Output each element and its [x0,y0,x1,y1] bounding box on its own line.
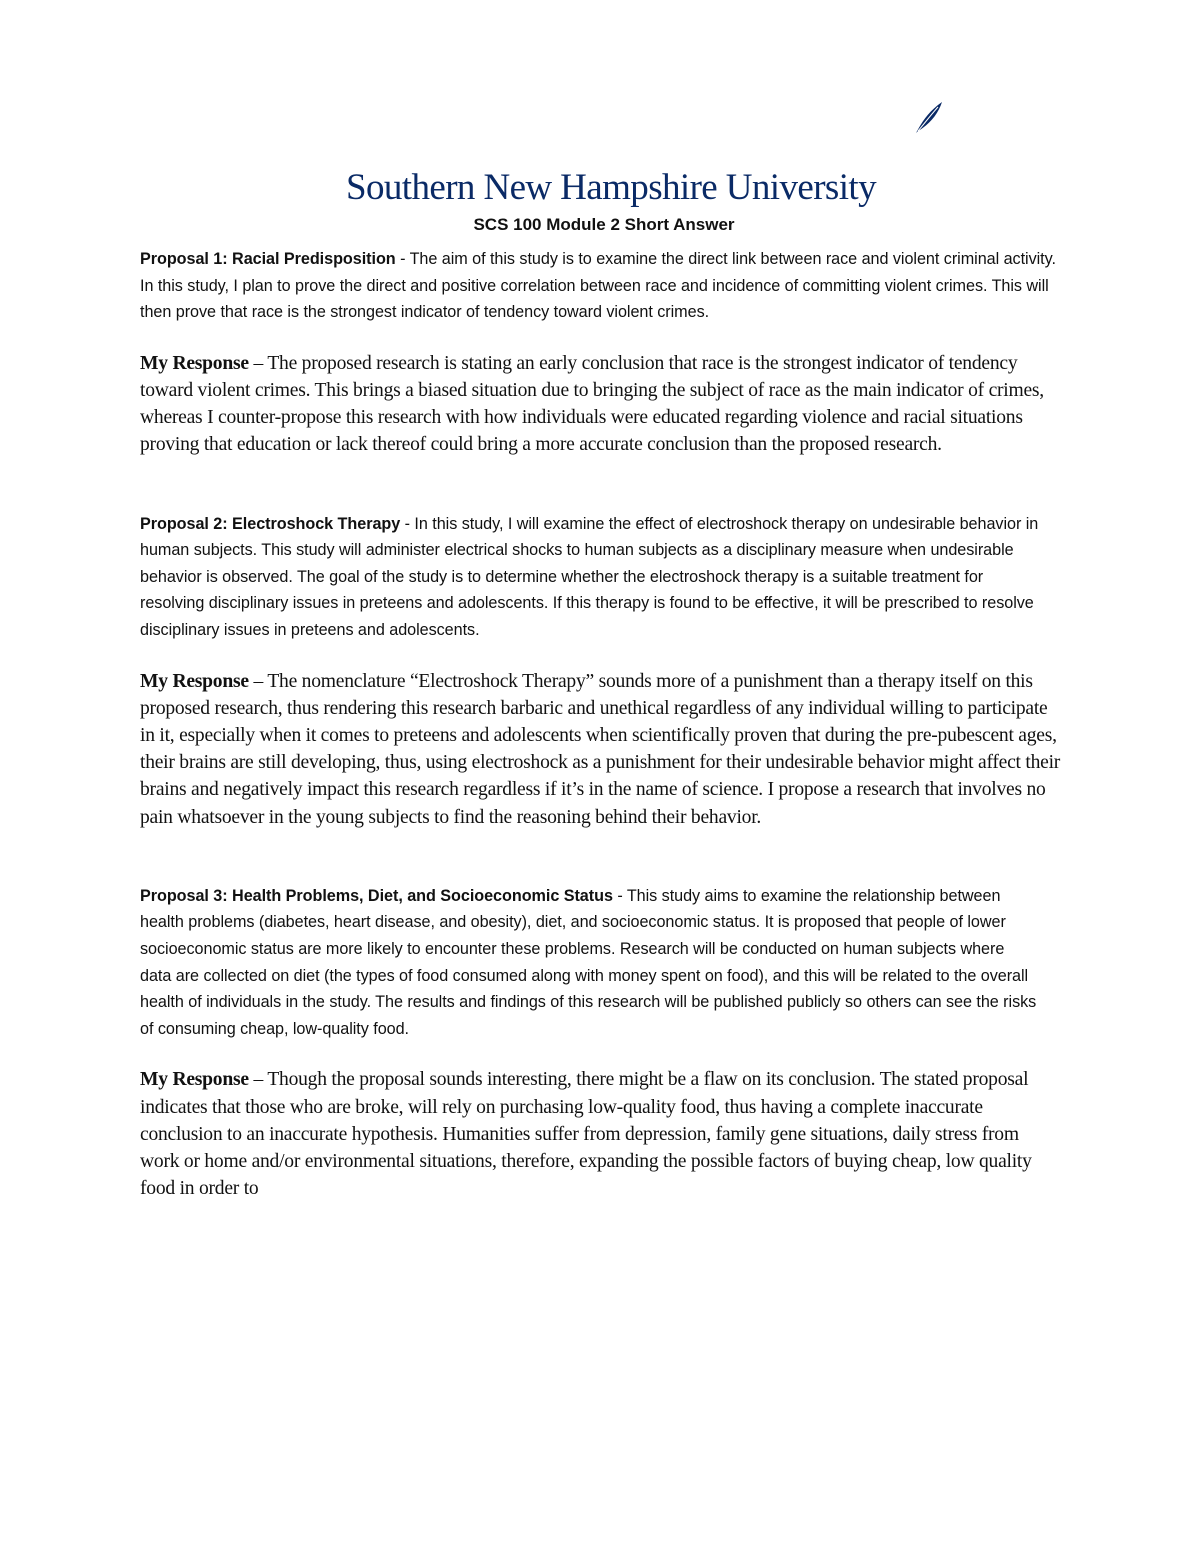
response-3-label: My Response [140,1069,249,1091]
proposal-1-label: Proposal 1: Racial Predisposition [140,250,396,268]
leaf-logo-icon [914,100,944,134]
response-2-text: – The nomenclature “Electroshock Therapy” sounds more of a punishment than a therapy itself on this proposed research, thus rendering this research barbaric and unethical regardless of any individual willing to participate in it, especially when it comes to preteens and adolescents when scientifically proven that during the pre-pubescent ages, their brains are still developing, thus, using electroshock as a punishment for their undesirable behavior might affect their brains and negatively impact this research regardless if it’s in the name of science. I propose a research that involves no pain whatsoever in the young subjects to find the reasoning behind their behavior. [140,670,1061,828]
response-1-label: My Response [140,352,249,374]
response-3 [140,1066,1052,1202]
proposal-3 [140,883,1040,1043]
proposal-3-label: Proposal 3: Health Problems, Diet, and Socioeconomic Status [140,886,613,905]
proposal-1 [140,246,1058,326]
proposal-3-text: - This study aims to examine the relationship between health problems (diabetes, heart disease, and obesity), diet, and socioeconomic status. It is proposed that people of lower socioeconomic status are more likely to encounter these problems. Research will be conducted on human subjects where data are collected on diet (the types of food consumed along with money spent on food), and this will be related to the overall health of individuals in the study. The results and findings of this research will be published publicly so others can see the risks of consuming cheap, low-quality food. [140,886,1037,1038]
document-page [140,132,1062,1202]
proposal-2-text: - In this study, I will examine the effect of electroshock therapy on undesirable behavior in human subjects. This study will administer electrical shocks to human subjects as a disciplinary measure when undesirable behavior is observed. The goal of the study is to determine whether the electroshock therapy is a suitable treatment for resolving disciplinary issues in preteens and adolescents. If this therapy is found to be effective, it will be prescribed to resolve disciplinary issues in preteens and adolescents. [140,514,1039,639]
proposal-1-text: - The aim of this study is to examine the direct link between race and violent criminal activity. In this study, I plan to prove the direct and positive correlation between race and incidence of committing violent crimes. This will then prove that race is the strongest indicator of tendency toward violent crimes. [140,250,1056,322]
response-3-text: – Though the proposal sounds interesting, there might be a flaw on its conclusion. The stated proposal indicates that those who are broke, will rely on purchasing low-quality food, thus having a complete inaccurate conclusion to an inaccurate hypothesis. Humanities suffer from depression, family gene situations, daily stress from work or home and/or environmental situations, therefore, expanding the possible factors of buying cheap, low quality food in order to [140,1069,1032,1200]
university-logo [160,132,1062,206]
document-title: SCS 100 Module 2 Short Answer [473,215,735,234]
response-1 [140,350,1052,459]
response-2-label: My Response [140,670,249,692]
response-1-text: – The proposed research is stating an early conclusion that race is the strongest indicator of tendency toward violent crimes. This brings a biased situation due to bringing the subject of race as the main indicator of crimes, whereas I counter-propose this research with how individuals were educated regarding violence and racial situations proving that education or lack thereof could bring a more accurate conclusion than the proposed research. [140,352,1044,456]
university-logo-text: Southern New Hampshire University [346,167,876,208]
proposal-2-label: Proposal 2: Electroshock Therapy [140,514,401,533]
proposal-2 [140,511,1040,644]
response-2 [140,668,1062,831]
